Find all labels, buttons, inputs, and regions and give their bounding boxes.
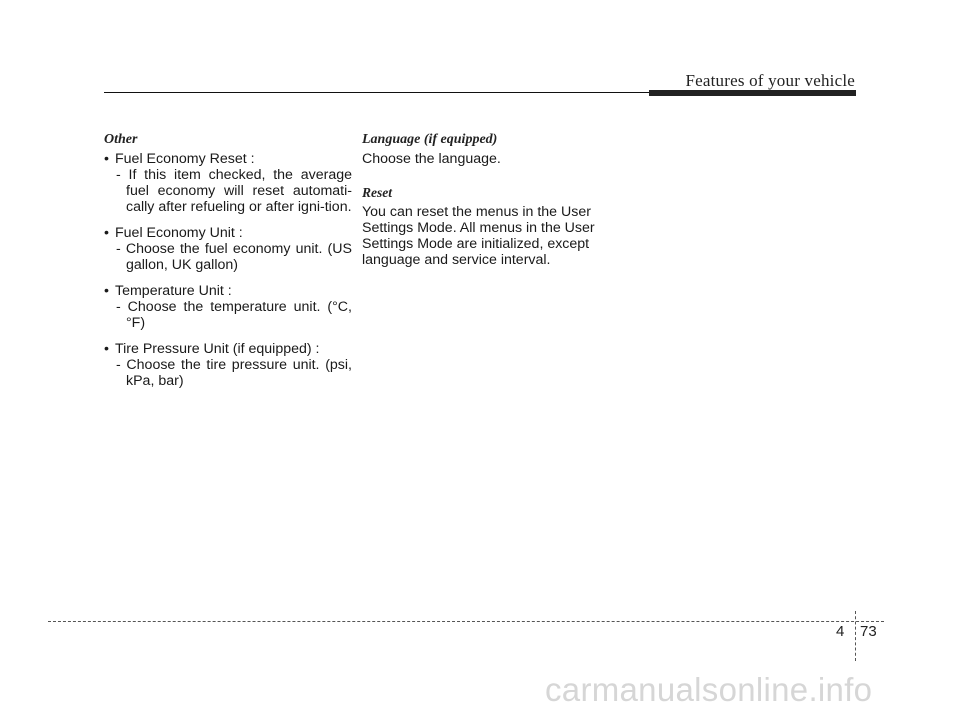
right-column: [362, 132, 610, 286]
watermark-text: carmanualsonline.info: [545, 671, 873, 708]
chapter-number: 4: [836, 623, 845, 640]
list-item: [104, 151, 352, 215]
page-number: 73: [860, 623, 877, 640]
reset-text: You can reset the menus in the User Settings Mode. All menus in the User Settings Mode are initialized, except language and service interval.: [362, 204, 595, 268]
left-column: [104, 132, 352, 399]
heading-language: Language (if equipped): [362, 132, 498, 147]
heading-reset: Reset: [362, 185, 392, 200]
item-description: - Choose the fuel economy unit. (US gallon, UK gallon): [116, 241, 352, 273]
item-description: - Choose the tire pressure unit. (psi, kPa, bar): [116, 357, 352, 389]
item-label: Temperature Unit :: [115, 283, 232, 299]
list-item: [104, 283, 352, 331]
item-description: - If this item checked, the average fuel economy will reset automati-cally after refueling or after igni-tion.: [116, 167, 352, 215]
language-text: Choose the language.: [362, 151, 501, 167]
bullet-icon: •: [104, 151, 109, 167]
item-label: Tire Pressure Unit (if equipped) :: [115, 341, 320, 357]
bullet-icon: •: [104, 283, 109, 299]
item-label: Fuel Economy Unit :: [115, 225, 243, 241]
bullet-icon: •: [104, 341, 109, 357]
bullet-icon: •: [104, 225, 109, 241]
heading-other: Other: [104, 132, 138, 147]
footer-divider: [855, 611, 856, 661]
item-label: Fuel Economy Reset :: [115, 151, 255, 167]
item-description: - Choose the temperature unit. (°C,°F): [116, 299, 352, 331]
list-item: [104, 341, 352, 389]
list-item: [104, 225, 352, 273]
header-rule-accent: [649, 90, 856, 96]
section-title: Features of your vehicle: [685, 71, 855, 90]
footer-rule: [48, 621, 884, 622]
